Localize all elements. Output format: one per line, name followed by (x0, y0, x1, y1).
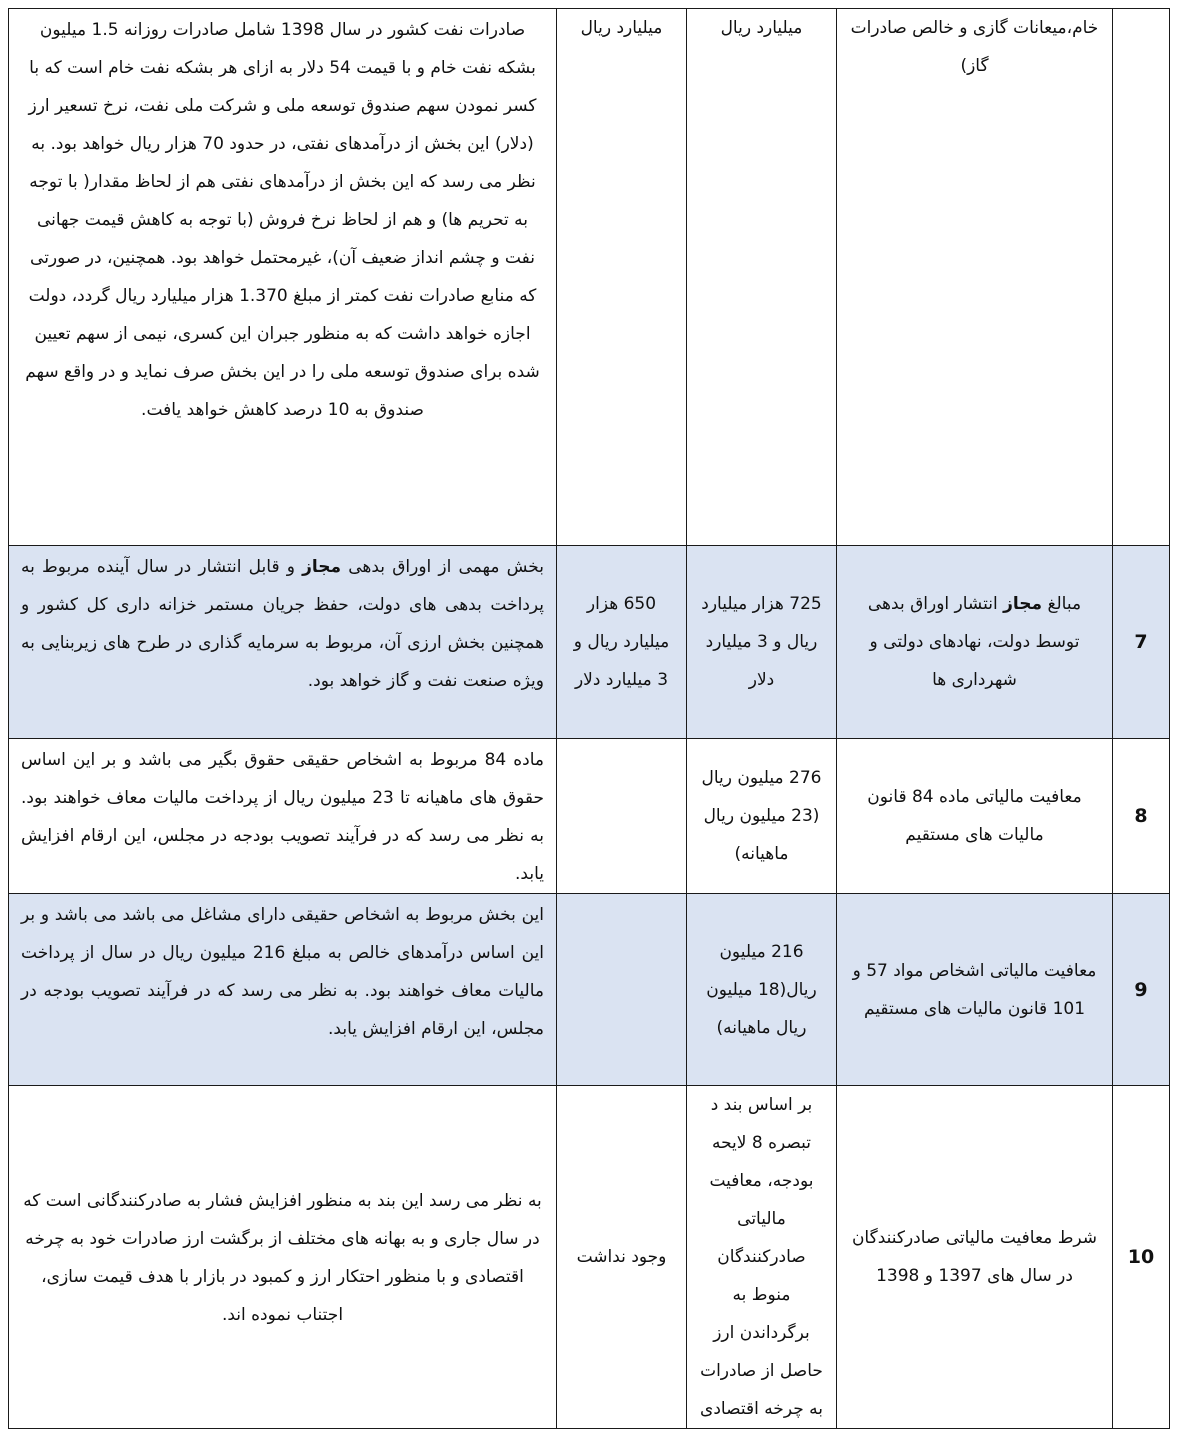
row-title: خام،میعانات گازی و خالص صادرات گاز) (837, 9, 1113, 546)
table-row (9, 1086, 1170, 1429)
row-title: معافیت مالیاتی ماده 84 قانون مالیات های مستقیم (837, 739, 1113, 894)
row-number: 8 (1113, 739, 1170, 894)
row-value-proposed: 725 هزار میلیارد ریال و 3 میلیارد دلار (687, 546, 837, 739)
row-number: 10 (1113, 1086, 1170, 1429)
row-title: مبالغ مجاز انتشار اوراق بدهی توسط دولت، نهادهای دولتی و شهرداری ها (837, 546, 1113, 739)
row-number (1113, 9, 1170, 546)
row-value-previous: وجود نداشت (557, 1086, 687, 1429)
row-title: شرط معافیت مالیاتی صادرکنندگان در سال های 1397 و 1398 (837, 1086, 1113, 1429)
row-value-proposed: بر اساس بند د تبصره 8 لایحه بودجه، معافیت مالیاتی صادرکنندگان منوط به برگرداندن ارز حاصل از صادرات به چرخه اقتصادی (687, 1086, 837, 1429)
row-value-proposed: 276 میلیون ریال (23 میلیون ریال ماهیانه) (687, 739, 837, 894)
table-row (9, 9, 1170, 546)
row-note: این بخش مربوط به اشخاص حقیقی دارای مشاغل می باشد می باشد و بر این اساس درآمدهای خالص به مبلغ 216 میلیون ریال در سال از پرداخت مالیات معاف خواهند بود. به نظر می رسد که در فرآیند تصویب بودجه در مجلس، این ارقام افزایش یابد. (9, 894, 557, 1086)
row-value-previous (557, 739, 687, 894)
row-value-proposed: میلیارد ریال (687, 9, 837, 546)
row-title: معافیت مالیاتی اشخاص مواد 57 و 101 قانون مالیات های مستقیم (837, 894, 1113, 1086)
row-value-previous (557, 894, 687, 1086)
row-note: صادرات نفت کشور در سال 1398 شامل صادرات روزانه 1.5 میلیون بشکه نفت خام و با قیمت 54 دلار به ازای هر بشکه نفت خام است که با کسر نمودن سهم صندوق توسعه ملی و شرکت ملی نفت، نرخ تسعیر ارز (دلار) این بخش از درآمدهای نفتی، در حدود 70 هزار ریال خواهد بود. به نظر می رسد که این بخش از درآمدهای نفتی هم از لحاظ مقدار( با توجه به تحریم ها) و هم از لحاظ نرخ فروش (با توجه به کاهش قیمت جهانی نفت و چشم انداز ضعیف آن)، غیرمحتمل خواهد بود. همچنین، در صورتی که منابع صادرات نفت کمتر از مبلغ 1.370 هزار میلیارد ریال گردد، دولت اجازه خواهد داشت که به منظور جبران این کسری، نیمی از سهم تعیین شده برای صندوق توسعه ملی را در این بخش صرف نماید و در واقع سهم صندوق به 10 درصد کاهش خواهد یافت. (9, 9, 557, 546)
table-row (9, 739, 1170, 894)
row-number: 7 (1113, 546, 1170, 739)
row-number: 9 (1113, 894, 1170, 1086)
row-note: به نظر می رسد این بند به منظور افزایش فشار به صادرکنندگانی است که در سال جاری و به بهانه های مختلف از برگشت ارز صادرات خود به چرخه اقتصادی و با منظور احتکار ارز و کمبود در بازار با هدف قیمت سازی، اجتناب نموده اند. (9, 1086, 557, 1429)
row-note: ماده 84 مربوط به اشخاص حقیقی حقوق بگیر می باشد و بر این اساس حقوق های ماهیانه تا 23 میلیون ریال از پرداخت مالیات معاف خواهند بود. به نظر می رسد که در فرآیند تصویب بودجه در مجلس، این ارقام افزایش یابد. (9, 739, 557, 894)
budget-items-table (8, 8, 1170, 1429)
row-note: بخش مهمی از اوراق بدهی مجاز و قابل انتشار در سال آینده مربوط به پرداخت بدهی های دولت، حفظ جریان مستمر خزانه داری کل کشور و همچنین بخش ارزی آن، مربوط به سرمایه گذاری در طرح های زیربنایی به ویژه صنعت نفت و گاز خواهد بود. (9, 546, 557, 739)
table-row (9, 546, 1170, 739)
row-value-previous: 650 هزار میلیارد ریال و 3 میلیارد دلار (557, 546, 687, 739)
row-value-proposed: 216 میلیون ریال(18 میلیون ریال ماهیانه) (687, 894, 837, 1086)
table-row (9, 894, 1170, 1086)
row-value-previous: میلیارد ریال (557, 9, 687, 546)
